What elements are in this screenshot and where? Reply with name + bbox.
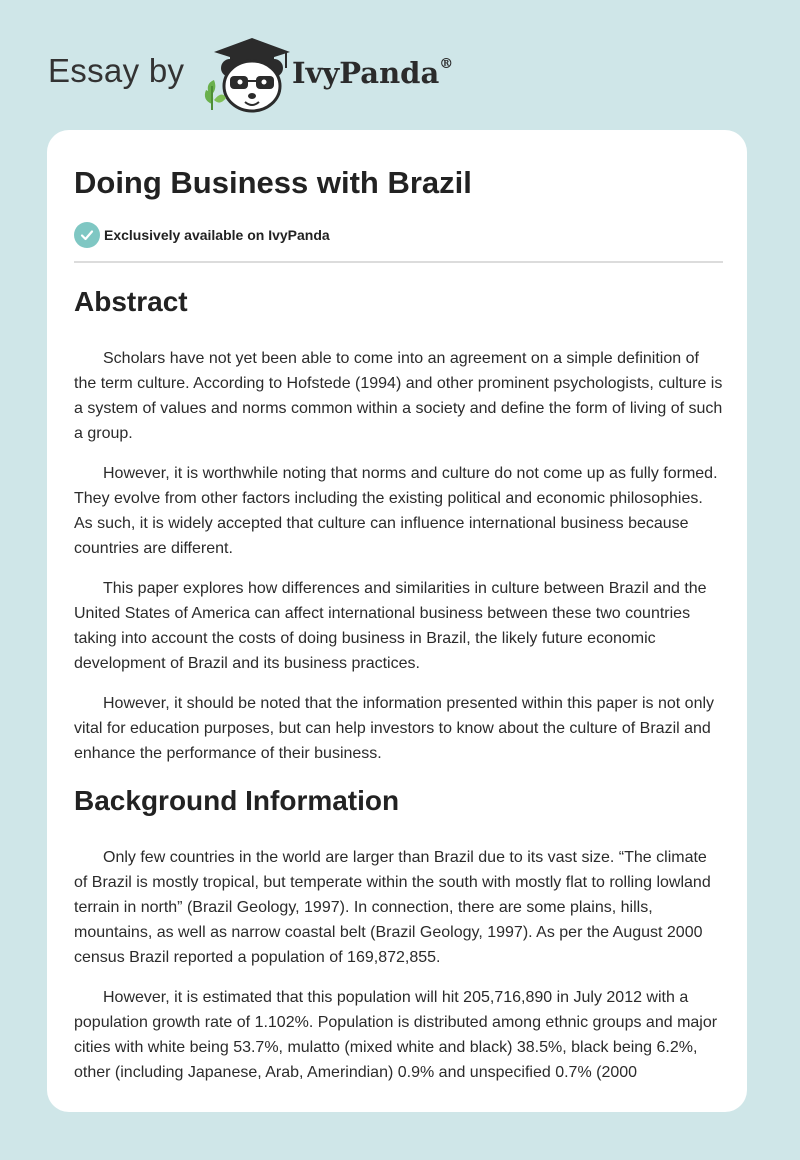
page-title: Doing Business with Brazil xyxy=(74,165,472,200)
paragraph: Scholars have not yet been able to come into an agreement on a simple definition of the term culture. According to Hofstede (1994) and other prominent psychologists, culture is a system of values and norms common within a society and define the form of living of such a group. xyxy=(74,350,723,442)
paragraph: This paper explores how differences and similarities in culture between Brazil and the United States of America can affect international business between these two countries taking into account the costs of doing business in Brazil, the likely future economic development of Brazil and its business practices. xyxy=(74,580,707,672)
check-icon xyxy=(74,222,100,248)
brand-prefix: Essay by xyxy=(48,52,185,89)
brand-name: IvyPanda® xyxy=(292,56,454,90)
exclusive-badge xyxy=(74,222,330,248)
essay-card xyxy=(47,130,747,1112)
paragraph: However, it is worthwhile noting that norms and culture do not come up as fully formed. They evolve from other factors including the existing political and economic philosophies. As such, it is widely accepted that culture can influence international business because countries are different. xyxy=(74,465,718,557)
panda-logo-icon xyxy=(200,34,296,116)
paragraph: However, it is estimated that this population will hit 205,716,890 in July 2012 with a population growth rate of 1.102%. Population is distributed among ethnic groups and major cities with white being 53.7%, mulatto (mixed white and black) 38.5%, black being 6.2%, other (including Japanese, Arab, Amerindian) 0.9% and unspecified 0.7% (2000 xyxy=(74,989,718,1081)
section-heading-abstract: Abstract xyxy=(74,286,188,317)
paragraph: Only few countries in the world are larger than Brazil due to its vast size. “The climate of Brazil is mostly tropical, but temperate within the south with mostly flat to rolling lowland terrain in north” (Brazil Geology, 1997). In connection, there are some plains, hills, mountains, as well as narrow coastal belt (Brazil Geology, 1997). As per the August 2000 census Brazil reported a population of 169,872,855. xyxy=(74,849,711,966)
section-heading-background: Background Information xyxy=(74,785,400,816)
brand-header[interactable] xyxy=(48,28,648,118)
title-divider xyxy=(74,261,723,263)
paragraph: However, it should be noted that the information presented within this paper is not only vital for education purposes, but can help investors to know about the culture of Brazil and enhance the performance of their business. xyxy=(74,695,715,762)
essay-body xyxy=(74,282,724,1100)
exclusive-label: Exclusively available on IvyPanda xyxy=(104,227,330,243)
